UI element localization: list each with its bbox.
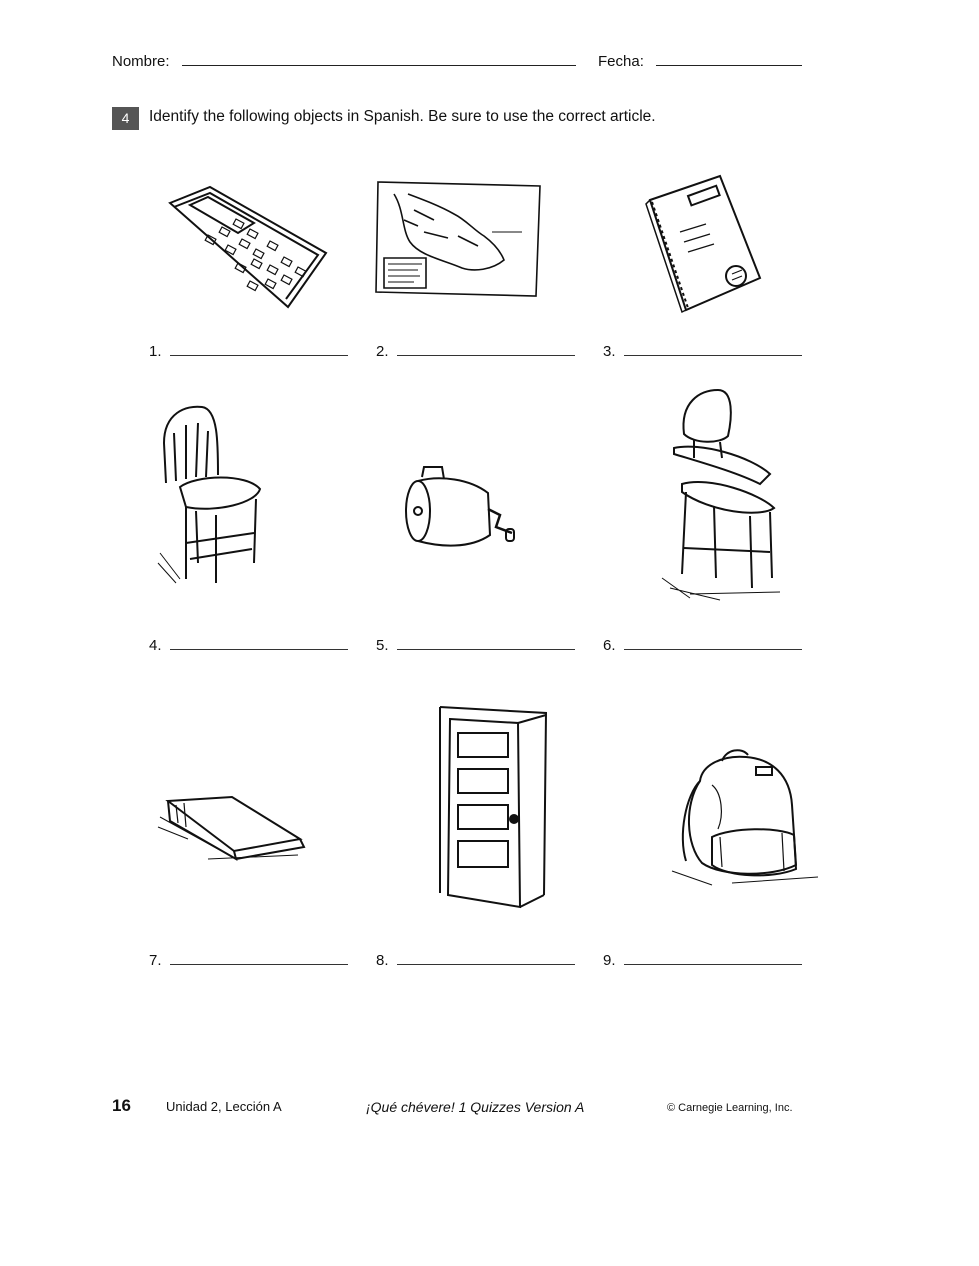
answer-line[interactable] (397, 341, 575, 356)
answer-item-8[interactable] (376, 950, 575, 969)
pencil-sharpener-icon (400, 465, 515, 550)
item-number: 6. (603, 637, 616, 654)
answer-item-1[interactable] (149, 341, 348, 360)
copyright: © Carnegie Learning, Inc. (667, 1102, 793, 1114)
item-number: 2. (376, 343, 389, 360)
activity-number-badge: 4 (112, 107, 139, 130)
date-label: Fecha: (598, 53, 644, 70)
book-title: ¡Qué chévere! 1 Quizzes Version A (366, 1099, 585, 1115)
item-number: 8. (376, 952, 389, 969)
answer-item-4[interactable] (149, 635, 348, 654)
notebook-icon (644, 172, 764, 314)
answer-line[interactable] (170, 341, 348, 356)
page-number: 16 (112, 1096, 131, 1115)
name-answer-line[interactable] (182, 50, 576, 66)
chair-icon (156, 403, 268, 585)
answer-item-3[interactable] (603, 341, 802, 360)
item-number: 3. (603, 343, 616, 360)
book-icon (158, 795, 308, 865)
item-number: 9. (603, 952, 616, 969)
door-icon (436, 703, 554, 911)
answer-line[interactable] (624, 341, 802, 356)
answer-line[interactable] (397, 635, 575, 650)
map-icon (374, 180, 542, 300)
answer-line[interactable] (624, 950, 802, 965)
answer-item-2[interactable] (376, 341, 575, 360)
answer-line[interactable] (170, 950, 348, 965)
date-answer-line[interactable] (656, 50, 802, 66)
item-number: 7. (149, 952, 162, 969)
calculator-icon (168, 183, 328, 313)
answer-line[interactable] (624, 635, 802, 650)
activity-instruction: Identify the following objects in Spanish. Be sure to use the correct article. (149, 108, 656, 125)
answer-item-7[interactable] (149, 950, 348, 969)
item-number: 5. (376, 637, 389, 654)
name-field[interactable] (112, 50, 576, 70)
answer-line[interactable] (397, 950, 575, 965)
item-number: 4. (149, 637, 162, 654)
answer-line[interactable] (170, 635, 348, 650)
answer-item-6[interactable] (603, 635, 802, 654)
student-desk-icon (660, 388, 785, 610)
answer-item-5[interactable] (376, 635, 575, 654)
answer-item-9[interactable] (603, 950, 802, 969)
item-number: 1. (149, 343, 162, 360)
backpack-icon (672, 745, 820, 885)
name-label: Nombre: (112, 53, 170, 70)
date-field[interactable] (598, 50, 802, 70)
unit-label: Unidad 2, Lección A (166, 1099, 282, 1114)
